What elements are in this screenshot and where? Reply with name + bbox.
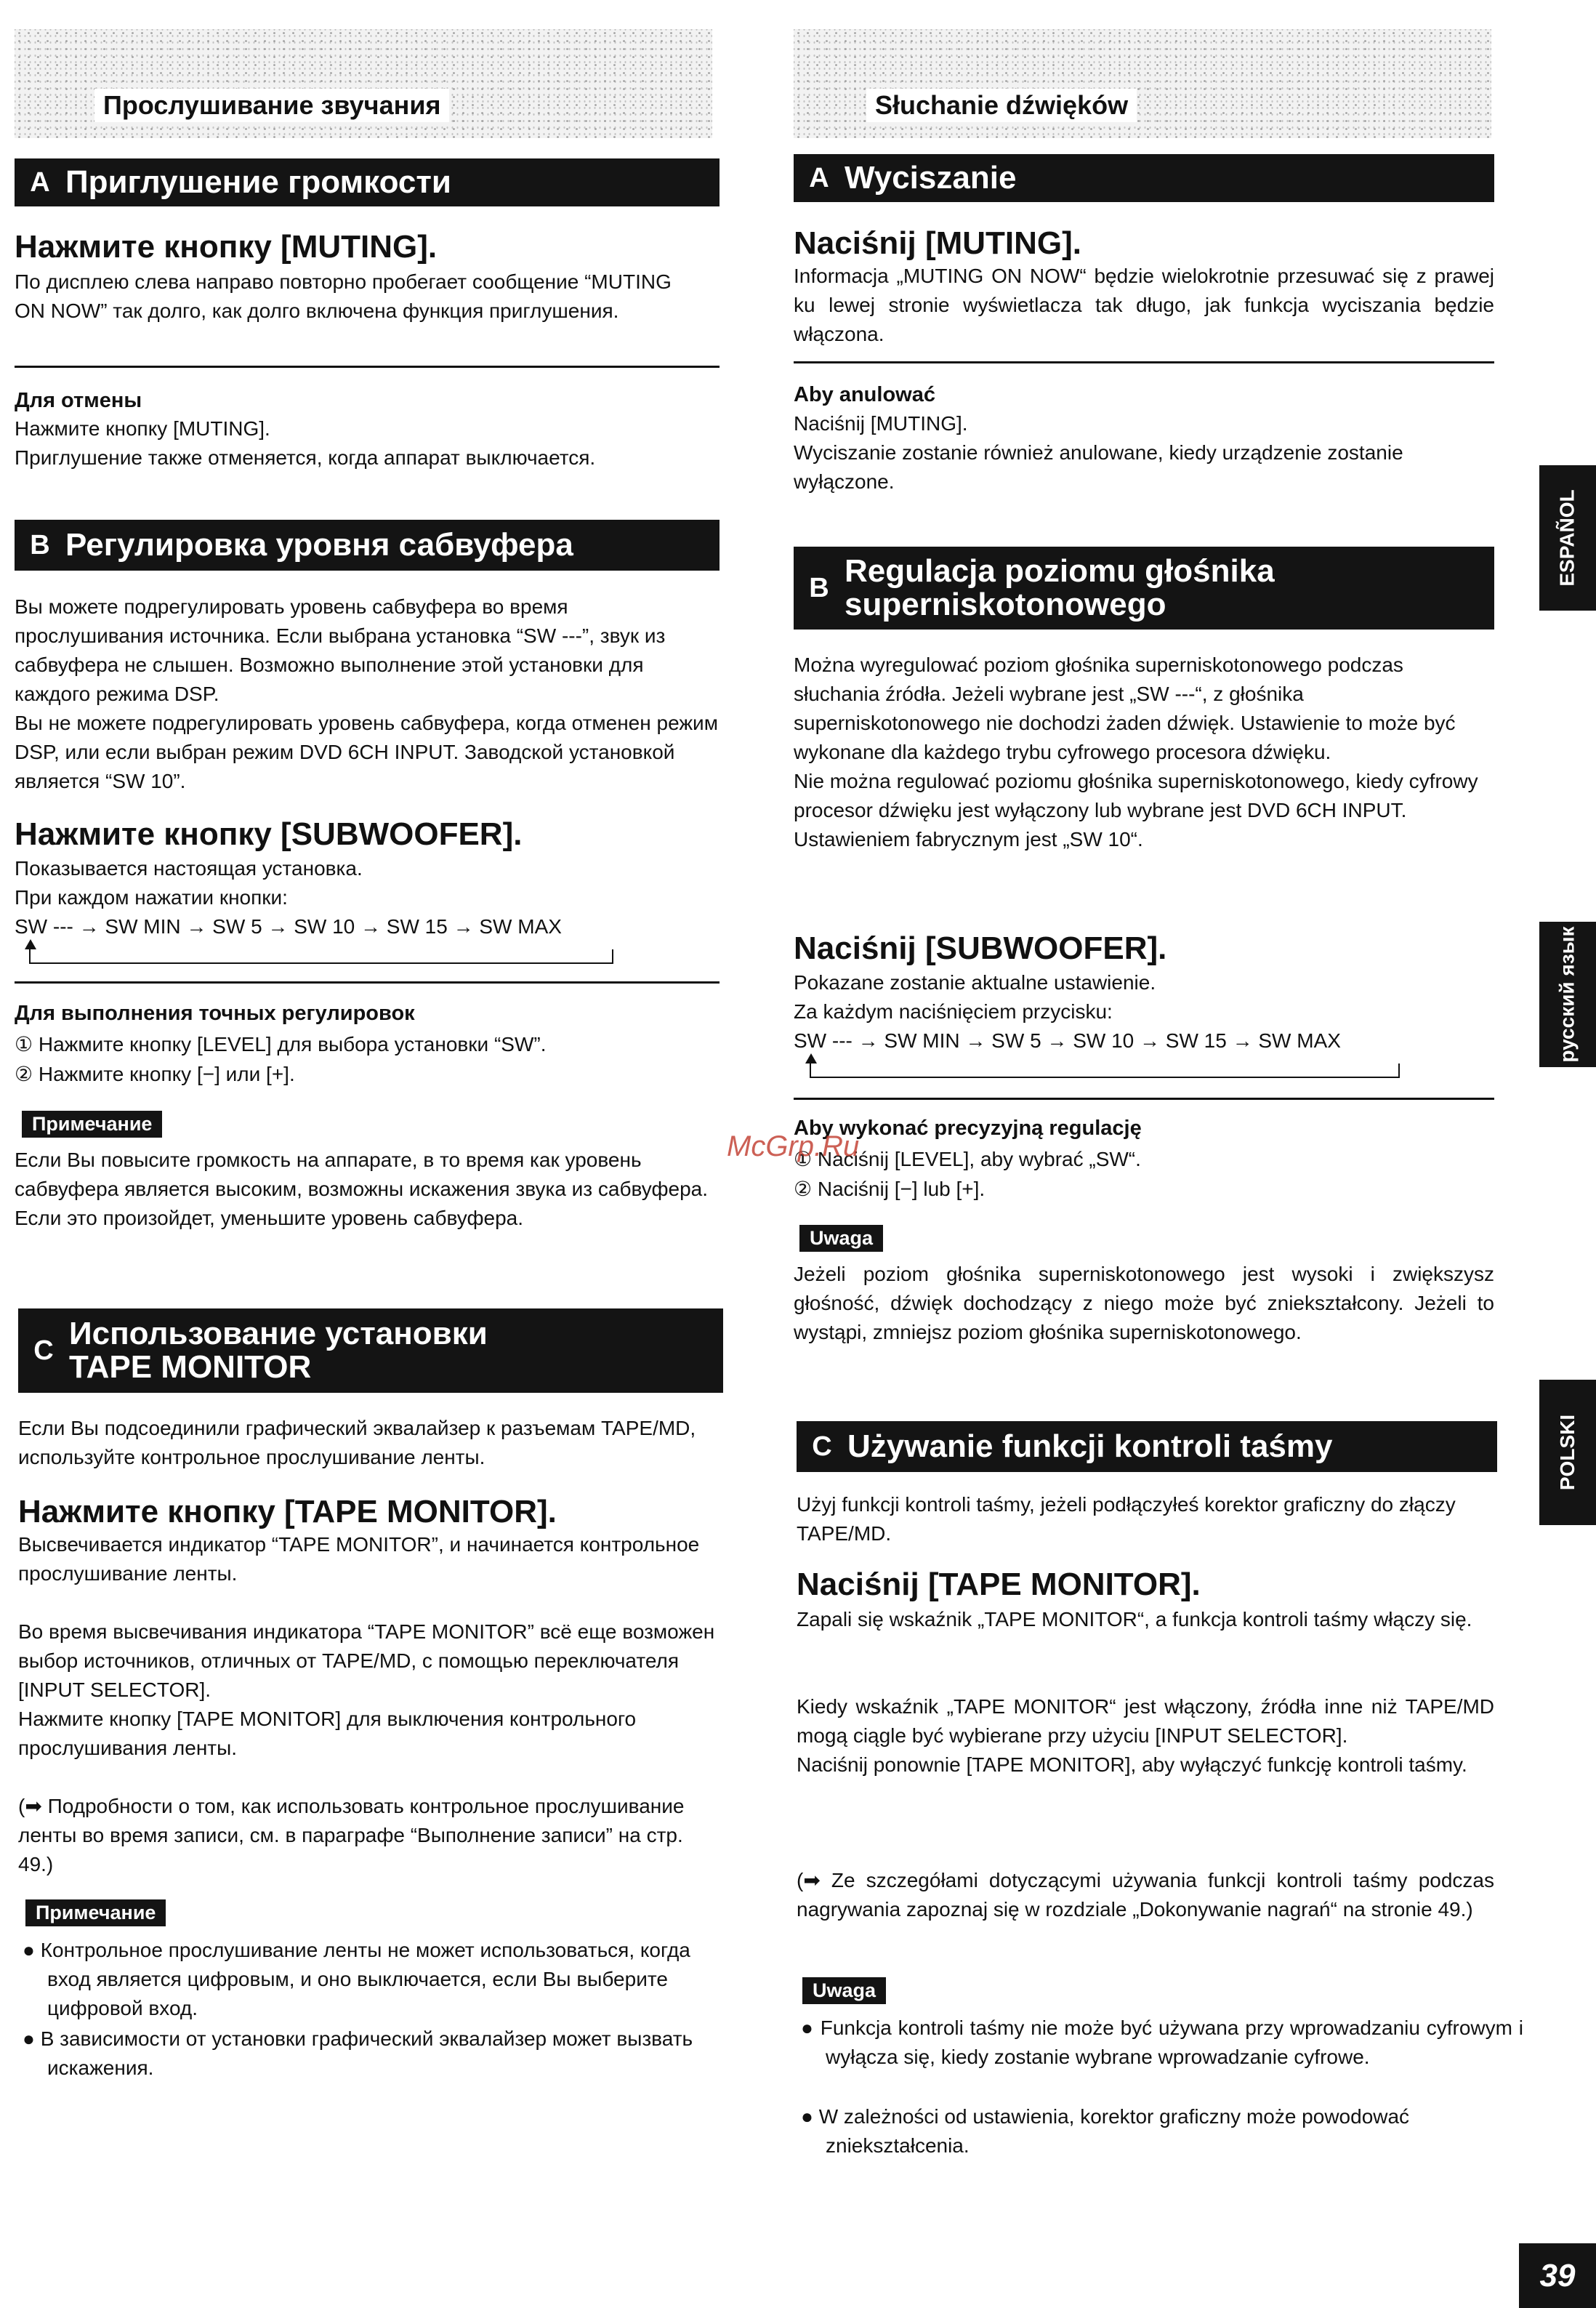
tab-label: русский язык	[1556, 926, 1579, 1063]
cycle-arrow	[29, 949, 613, 964]
section-letter: C	[33, 1335, 54, 1366]
section-header-title: Słuchanie dźwięków	[866, 89, 1137, 122]
instruction-heading: Naciśnij [MUTING].	[794, 225, 1082, 261]
section-title: Приглушение громкости	[65, 164, 451, 200]
paragraph: Można wyregulować poziom głośnika superniskotonowego podczas słuchania źródła. Jeżeli wybrane jest „SW ---“, z głośnika superniskotonowego nie dochodzi żaden dźwięk. Ustawienie to może być wykonane dla każdego trybu cyfrowego procesora dźwięku. Nie można regulować poziomu głośnika superniskotonowego, kiedy cyfrowy procesor dźwięku jest wyłączony lub wybrane jest DVD 6CH INPUT. Ustawieniem fabrycznym jest „SW 10“.	[794, 654, 1478, 851]
paragraph: Kiedy wskaźnik „TAPE MONITOR“ jest włączony, źródła inne niż TAPE/MD mogą ciągle być wybierane przy użyciu [INPUT SELECTOR]. Naciśnij ponownie [TAPE MONITOR], aby wyłączyć funkcję kontroli taśmy.	[797, 1695, 1494, 1776]
section-b-bar	[794, 547, 1494, 630]
section-c-bar	[18, 1308, 723, 1393]
language-tab-polski	[1539, 1380, 1596, 1525]
paragraph: Нажмите кнопку [MUTING]. Приглушение также отменяется, когда аппарат выключается.	[15, 417, 596, 469]
note-bullet: ● В зависимости от установки графический эквалайзер может вызвать искажения.	[23, 2027, 693, 2079]
paragraph: Pokazane zostanie aktualne ustawienie. Za każdym naciśnięciem przycisku:	[794, 971, 1156, 1023]
note-bullet: ● W zależności od ustawienia, korektor graficzny może powodować zniekształcenia.	[801, 2105, 1410, 2157]
language-tab-russian	[1539, 922, 1596, 1067]
section-letter: A	[809, 162, 829, 193]
paragraph: Naciśnij [MUTING]. Wyciszanie zostanie również anulowane, kiedy urządzenie zostanie wyłączone.	[794, 412, 1403, 493]
instruction-heading: Нажмите кнопку [MUTING].	[15, 229, 438, 265]
section-header-title: Прослушивание звучания	[94, 89, 449, 122]
note-label: Uwaga	[802, 1977, 886, 2004]
paragraph: Вы можете подрегулировать уровень сабвуфера во время прослушивания источника. Если выбрана установка “SW ---”, звук из сабвуфера не слышен. Возможно выполнение этой установки для каждого режима DSP. Вы не можете подрегулировать уровень сабвуфера, когда отменен режим DSP, или если выбран режим DVD 6CH INPUT. Заводской установкой является “SW 10”.	[15, 595, 718, 792]
section-title: Używanie funkcji kontroli taśmy	[847, 1428, 1333, 1464]
section-title: Использование установки TAPE MONITOR	[69, 1315, 488, 1385]
reference-paragraph: (➡ Ze szczegółami dotyczącymi używania funkcji kontroli taśmy podczas nagrywania zapoznaj się w rozdziale „Dokonywanie nagrań“ na stronie 49.)	[797, 1869, 1494, 1921]
paragraph: Użyj funkcji kontroli taśmy, jeżeli podłączyłeś korektor graficzny do złączy TAPE/MD.	[797, 1493, 1456, 1545]
note-label: Примечание	[22, 1111, 162, 1138]
paragraph: Показывается настоящая установка. При каждом нажатии кнопки:	[15, 857, 363, 909]
note-body: Jeżeli poziom głośnika superniskotonowego jest wysoki i zwiększysz głośność, dźwięk dochodzący z niego może być zniekształcony. Jeżeli to wystąpi, zmniejsz poziom głośnika superniskotonowego.	[794, 1263, 1494, 1343]
paragraph: Если Вы подсоединили графический эквалайзер к разъемам TAPE/MD, используйте контрольное прослушивание ленты.	[18, 1417, 696, 1468]
note-body: Если Вы повысите громкость на аппарате, в то время как уровень сабвуфера является высоким, возможны искажения звука из сабвуфера. Если это произойдет, уменьшите уровень сабвуфера.	[15, 1149, 709, 1229]
fine-adjust-title: Aby wykonać precyzyjną regulację	[794, 1117, 1142, 1140]
section-title: Регулировка уровня сабвуфера	[65, 526, 573, 563]
section-letter: C	[812, 1431, 832, 1462]
section-a-bar	[794, 154, 1494, 202]
section-header-banner	[794, 29, 1491, 138]
step-2: ② Нажмите кнопку [−] или [+].	[15, 1063, 295, 1085]
instruction-heading: Нажмите кнопку [TAPE MONITOR].	[18, 1494, 557, 1529]
divider	[794, 1098, 1494, 1100]
tab-label: ESPAÑOL	[1556, 489, 1579, 587]
section-title: Regulacja poziomu głośnika superniskotonowego	[845, 552, 1275, 622]
setting-sequence: SW --- → SW MIN → SW 5 → SW 10 → SW 15 → SW MAX	[794, 1029, 1341, 1052]
paragraph: Во время высвечивания индикатора “TAPE MONITOR” всё еще возможен выбор источников, отличных от TAPE/MD, с помощью переключателя [INPUT SELECTOR]. Нажмите кнопку [TAPE MONITOR] для выключения контрольного прослушивания ленты.	[18, 1620, 715, 1759]
setting-sequence: SW --- → SW MIN → SW 5 → SW 10 → SW 15 → SW MAX	[15, 915, 562, 938]
note-label: Примечание	[25, 1899, 166, 1926]
note-bullet: ● Контрольное прослушивание ленты не может использоваться, когда вход является цифровым, и оно выключается, если Вы выберите цифровой вход.	[23, 1939, 690, 2019]
divider	[15, 366, 720, 368]
note-label: Uwaga	[799, 1225, 883, 1252]
step-1: ① Naciśnij [LEVEL], aby wybrać „SW“.	[794, 1148, 1141, 1170]
instruction-heading: Naciśnij [TAPE MONITOR].	[797, 1567, 1201, 1602]
cancel-title: Aby anulować	[794, 383, 935, 406]
language-tab-espanol	[1539, 465, 1596, 611]
cancel-title: Для отмены	[15, 389, 142, 412]
section-a-bar	[15, 158, 720, 206]
section-b-bar	[15, 520, 720, 571]
instruction-heading: Нажмите кнопку [SUBWOOFER].	[15, 816, 523, 852]
section-header-banner	[15, 29, 712, 138]
polish-column	[794, 0, 1523, 2308]
paragraph: Informacja „MUTING ON NOW“ będzie wielokrotnie przesuwać się z prawej ku lewej stronie wyświetlacza tak długo, jak funkcja wyciszania będzie włączona.	[794, 265, 1494, 345]
paragraph: Zapali się wskaźnik „TAPE MONITOR“, a funkcja kontroli taśmy włączy się.	[797, 1608, 1472, 1631]
fine-adjust-title: Для выполнения точных регулировок	[15, 1002, 415, 1025]
page-number: 39	[1519, 2243, 1596, 2308]
section-c-bar	[797, 1421, 1497, 1472]
step-2: ② Naciśnij [−] lub [+].	[794, 1178, 986, 1200]
paragraph: По дисплею слева направо повторно пробегает сообщение “MUTING ON NOW” так долго, как долго включена функция приглушения.	[15, 270, 672, 322]
divider	[15, 981, 720, 984]
section-letter: A	[30, 166, 50, 198]
step-1: ① Нажмите кнопку [LEVEL] для выбора установки “SW”.	[15, 1033, 547, 1056]
divider	[794, 361, 1494, 363]
tab-label: POLSKI	[1556, 1414, 1579, 1491]
watermark: McGrp.Ru	[727, 1130, 860, 1162]
russian-column	[15, 0, 720, 2308]
instruction-heading: Naciśnij [SUBWOOFER].	[794, 930, 1167, 966]
section-title: Wyciszanie	[845, 159, 1017, 196]
cycle-arrow	[810, 1063, 1400, 1078]
note-bullet: ● Funkcja kontroli taśmy nie może być używana przy wprowadzaniu cyfrowym i wyłącza się, kiedy zostanie wybrane wprowadzanie cyfrowe.	[801, 2017, 1523, 2068]
paragraph: Высвечивается индикатор “TAPE MONITOR”, и начинается контрольное прослушивание ленты.	[18, 1533, 700, 1585]
section-letter: B	[30, 529, 50, 560]
reference-paragraph: (➡ Подробности о том, как использовать контрольное прослушивание ленты во время записи, см. в параграфе “Выполнение записи” на стр. 49.)	[18, 1795, 685, 1875]
section-letter: B	[809, 572, 829, 603]
